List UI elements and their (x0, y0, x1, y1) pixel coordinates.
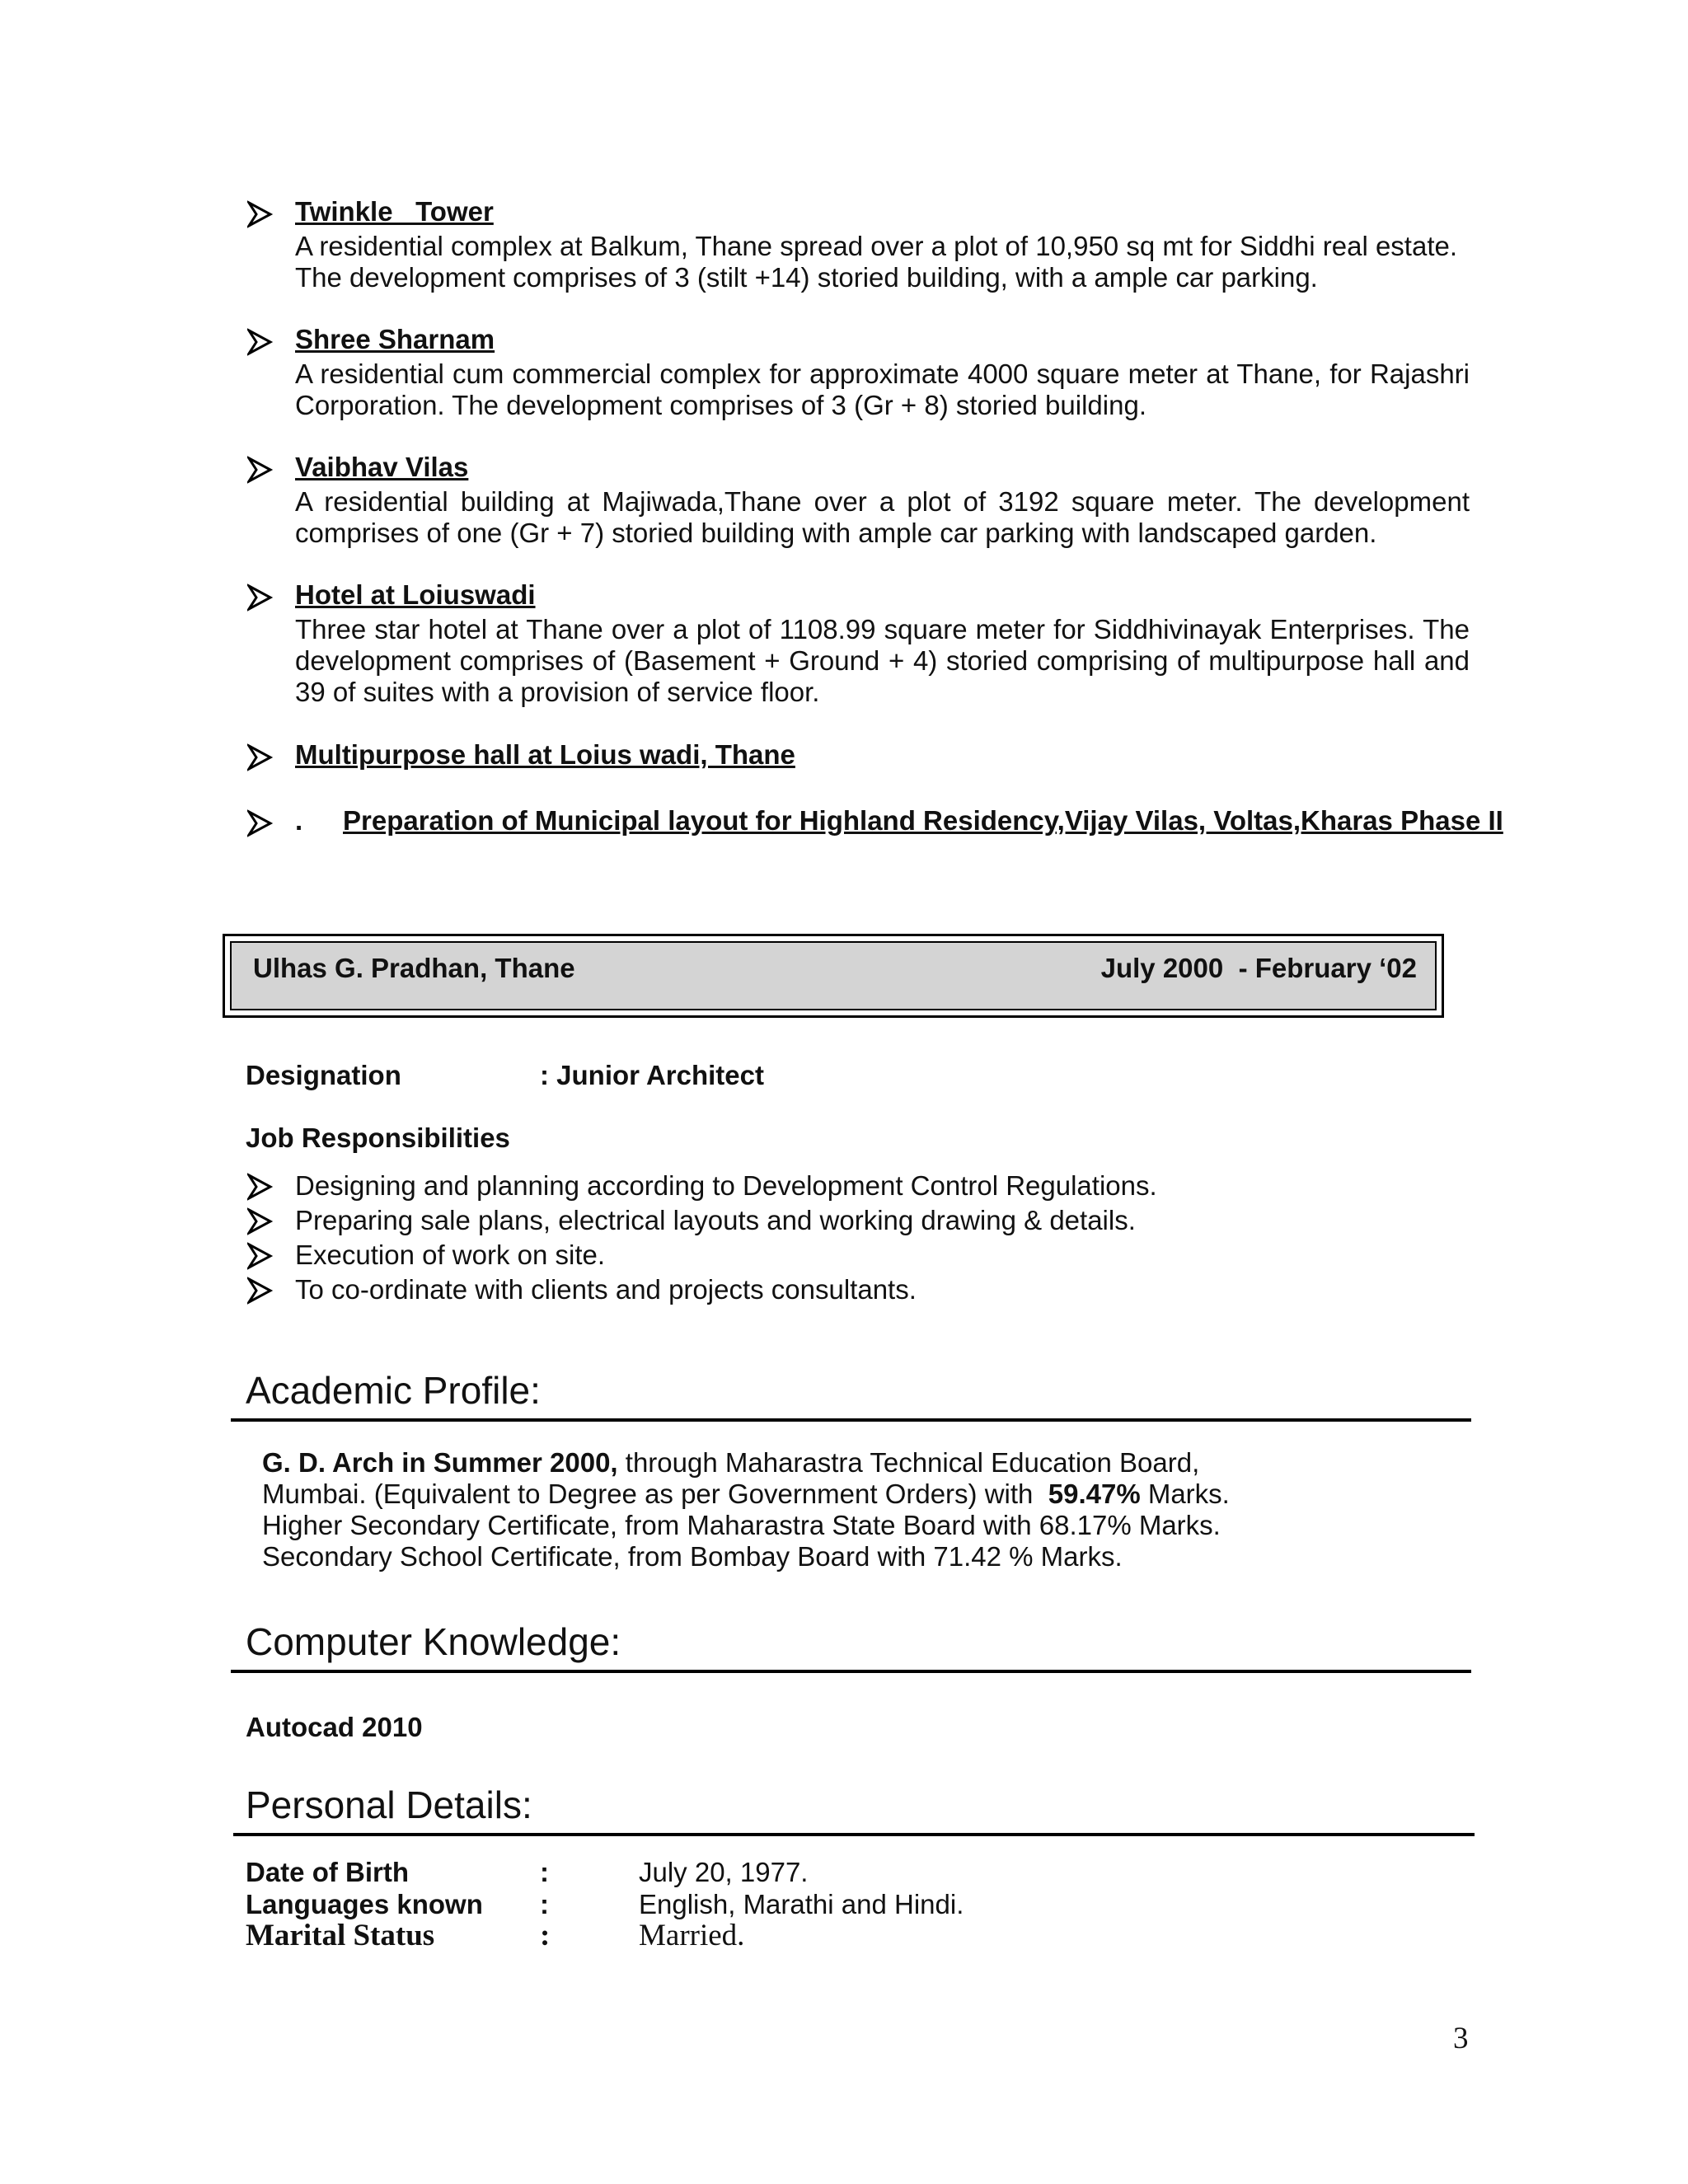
languages-label: Languages known (246, 1889, 483, 1919)
description-line: The development comprises of 3 (stilt +14) storied building, with a ample car parking. (295, 262, 1318, 293)
section-divider (231, 1670, 1471, 1673)
project-title-wrap (295, 805, 1503, 837)
academic-details (262, 1447, 1230, 1572)
project-title: Multipurpose hall at Loius wadi, Thane (295, 739, 795, 770)
page-number: 3 (1453, 2022, 1469, 2055)
description-line: 39 of suites with a provision of service floor. (295, 677, 820, 707)
arrowhead-bullet-icon (247, 1173, 274, 1201)
responsibility-text: Designing and planning according to Development Control Regulations. (295, 1170, 1157, 1201)
computer-skill: Autocad 2010 (246, 1712, 423, 1742)
description-line: comprises of one (Gr + 7) storied building with ample car parking with landscaped garden. (295, 518, 1377, 548)
arrowhead-bullet-icon (247, 200, 274, 228)
responsibility-text: To co-ordinate with clients and projects consultants. (295, 1274, 917, 1305)
title-suffix: . (295, 805, 303, 836)
marital-separator: : (540, 1919, 551, 1952)
employment-period: July 2000 - February ‘02 (1100, 953, 1417, 983)
academic-line: Higher Secondary Certificate, from Maharastra State Board with 68.17% Marks. (262, 1510, 1221, 1540)
project-title: Twinkle Tower (295, 196, 494, 227)
project-description (295, 614, 1470, 708)
arrowhead-bullet-icon (247, 583, 274, 612)
banner-fill (230, 941, 1437, 1010)
degree-note: Mumbai. (Equivalent to Degree as per Government Orders) with (262, 1479, 1048, 1509)
arrowhead-bullet-icon (247, 328, 274, 356)
description-line: A residential complex at Balkum, Thane spread over a plot of 10,950 sq mt for Siddhi real estate. (295, 231, 1458, 261)
marital-value: Married. (639, 1919, 745, 1952)
dob-value: July 20, 1977. (639, 1857, 809, 1887)
arrowhead-bullet-icon (247, 743, 274, 771)
designation-label: Designation (246, 1060, 401, 1090)
project-title: Hotel at Loiuswadi (295, 579, 536, 610)
arrowhead-bullet-icon (247, 809, 274, 837)
arrowhead-bullet-icon (247, 1207, 274, 1235)
project-title: Preparation of Municipal layout for Highland Residency,Vijay Vilas, Voltas,Kharas Phase II (343, 805, 1503, 836)
project-description (295, 231, 1470, 293)
academic-heading: Academic Profile: (246, 1369, 541, 1412)
project-description (295, 359, 1470, 421)
company-name: Ulhas G. Pradhan, Thane (253, 953, 575, 983)
employment-banner (223, 934, 1444, 1018)
dob-label: Date of Birth (246, 1857, 409, 1887)
academic-line (262, 1479, 1230, 1510)
description-line: Corporation. The development comprises of 3 (Gr + 8) storied building. (295, 390, 1146, 420)
dob-separator: : (540, 1857, 549, 1887)
arrowhead-bullet-icon (247, 456, 274, 484)
arrowhead-bullet-icon (247, 1277, 274, 1305)
description-line: A residential building at Majiwada,Thane over a plot of 3192 square meter. The development (295, 486, 1470, 517)
project-title: Shree Sharnam (295, 324, 495, 354)
marks-suffix: Marks. (1140, 1479, 1230, 1509)
description-line: development comprises of (Basement + Ground + 4) storied comprising of multipurpose hall and (295, 645, 1470, 676)
project-title: Vaibhav Vilas (295, 452, 469, 482)
description-line: A residential cum commercial complex for approximate 4000 square meter at Thane, for Rajashri (295, 359, 1470, 389)
marital-label: Marital Status (246, 1919, 435, 1952)
languages-separator: : (540, 1889, 549, 1919)
computer-heading: Computer Knowledge: (246, 1620, 621, 1663)
degree-board: through Maharastra Technical Education Board, (617, 1447, 1200, 1478)
section-divider (231, 1418, 1471, 1422)
arrowhead-bullet-icon (247, 1242, 274, 1270)
section-divider (233, 1833, 1475, 1836)
responsibilities-label: Job Responsibilities (246, 1122, 510, 1153)
description-line: Three star hotel at Thane over a plot of 1108.99 square meter for Siddhivinayak Enterprises. The (295, 614, 1470, 644)
academic-line: Secondary School Certificate, from Bombay Board with 71.42 % Marks. (262, 1541, 1123, 1572)
academic-line (262, 1447, 1230, 1479)
project-description (295, 486, 1470, 549)
languages-value: English, Marathi and Hindi. (639, 1889, 964, 1919)
personal-heading: Personal Details: (246, 1783, 532, 1826)
responsibility-text: Execution of work on site. (295, 1240, 606, 1270)
degree-marks: 59.47% (1048, 1479, 1141, 1509)
designation-value: : Junior Architect (540, 1060, 764, 1090)
responsibility-text: Preparing sale plans, electrical layouts and working drawing & details. (295, 1205, 1136, 1235)
degree-title: G. D. Arch in Summer 2000, (262, 1447, 618, 1478)
